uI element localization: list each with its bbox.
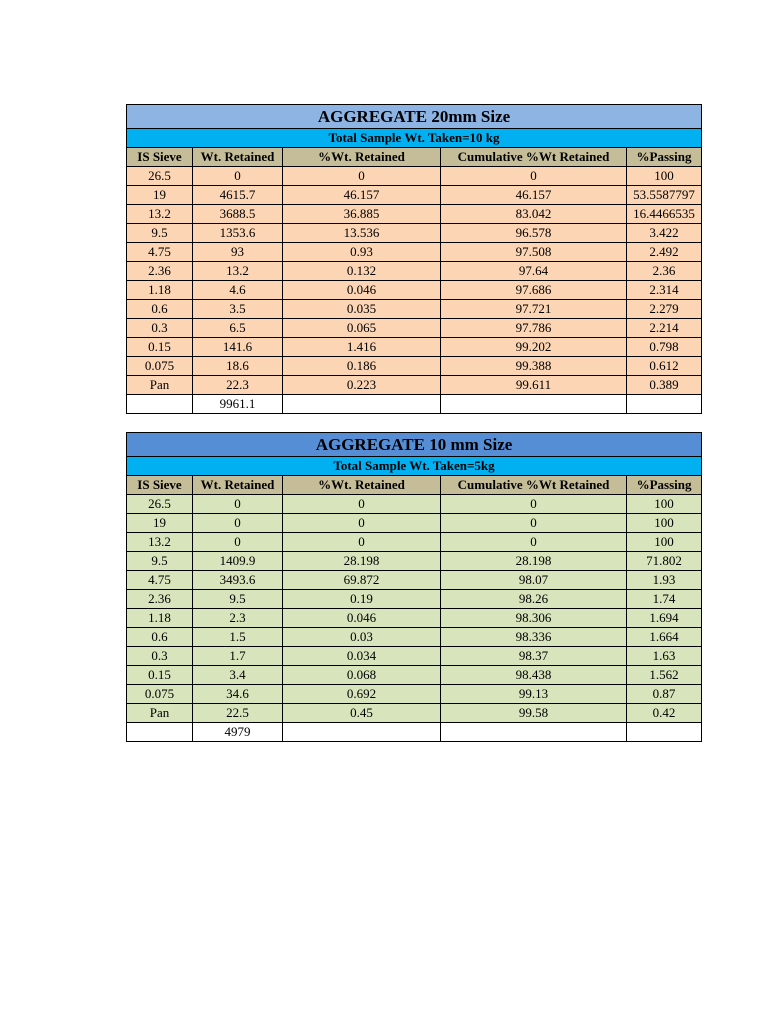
- table-title-row: [127, 105, 702, 129]
- empty-cell: [127, 723, 193, 742]
- cell-pct-wt-retained: 0.93: [283, 243, 441, 262]
- cell-pct-wt-retained: 0.065: [283, 319, 441, 338]
- table-row: [127, 319, 702, 338]
- column-header-wt-retained: Wt. Retained: [193, 476, 283, 495]
- table-row: [127, 666, 702, 685]
- cell-pct-passing: 53.5587797: [627, 186, 702, 205]
- aggregate-10mm-table: [126, 432, 702, 742]
- cell-is-sieve: 4.75: [127, 243, 193, 262]
- table-row: [127, 262, 702, 281]
- cell-wt-retained: 3493.6: [193, 571, 283, 590]
- cell-cumulative-retained: 99.13: [441, 685, 627, 704]
- column-header-pct-wt-retained: %Wt. Retained: [283, 148, 441, 167]
- cell-pct-passing: 2.314: [627, 281, 702, 300]
- cell-pct-passing: 71.802: [627, 552, 702, 571]
- cell-pct-wt-retained: 36.885: [283, 205, 441, 224]
- table-header-row: [127, 476, 702, 495]
- cell-pct-wt-retained: 0.034: [283, 647, 441, 666]
- cell-wt-retained: 3688.5: [193, 205, 283, 224]
- cell-pct-wt-retained: 0.45: [283, 704, 441, 723]
- cell-wt-retained: 4.6: [193, 281, 283, 300]
- cell-cumulative-retained: 97.64: [441, 262, 627, 281]
- cell-pct-passing: 1.74: [627, 590, 702, 609]
- cell-pct-passing: 2.492: [627, 243, 702, 262]
- empty-cell: [283, 395, 441, 414]
- empty-cell: [627, 395, 702, 414]
- table-row: [127, 514, 702, 533]
- cell-pct-passing: 3.422: [627, 224, 702, 243]
- cell-cumulative-retained: 97.508: [441, 243, 627, 262]
- cell-pct-wt-retained: 0.692: [283, 685, 441, 704]
- table-subtitle: Total Sample Wt. Taken=5kg: [127, 457, 702, 476]
- column-header-wt-retained: Wt. Retained: [193, 148, 283, 167]
- cell-cumulative-retained: 28.198: [441, 552, 627, 571]
- cell-is-sieve: 0.6: [127, 300, 193, 319]
- cell-is-sieve: 0.6: [127, 628, 193, 647]
- cell-is-sieve: 19: [127, 186, 193, 205]
- empty-cell: [627, 723, 702, 742]
- cell-pct-wt-retained: 46.157: [283, 186, 441, 205]
- cell-wt-retained: 0: [193, 533, 283, 552]
- cell-wt-retained: 1353.6: [193, 224, 283, 243]
- column-header-cumulative-retained: Cumulative %Wt Retained: [441, 476, 627, 495]
- cell-pct-wt-retained: 0.03: [283, 628, 441, 647]
- cell-cumulative-retained: 99.202: [441, 338, 627, 357]
- cell-pct-wt-retained: 0: [283, 167, 441, 186]
- aggregate-20mm-table: [126, 104, 702, 414]
- aggregate-20mm-table-body: [127, 105, 702, 414]
- cell-pct-wt-retained: 0.035: [283, 300, 441, 319]
- cell-is-sieve: 13.2: [127, 205, 193, 224]
- cell-pct-passing: 0.87: [627, 685, 702, 704]
- table-header-row: [127, 148, 702, 167]
- cell-cumulative-retained: 99.611: [441, 376, 627, 395]
- cell-pct-wt-retained: 69.872: [283, 571, 441, 590]
- cell-cumulative-retained: 98.306: [441, 609, 627, 628]
- table-title: AGGREGATE 10 mm Size: [127, 433, 702, 457]
- table-row: [127, 376, 702, 395]
- table-row: [127, 338, 702, 357]
- cell-pct-wt-retained: 0.046: [283, 609, 441, 628]
- table-row: [127, 205, 702, 224]
- cell-is-sieve: 2.36: [127, 590, 193, 609]
- cell-pct-wt-retained: 0: [283, 533, 441, 552]
- cell-is-sieve: 19: [127, 514, 193, 533]
- cell-wt-retained: 13.2: [193, 262, 283, 281]
- cell-cumulative-retained: 0: [441, 167, 627, 186]
- column-header-pct-passing: %Passing: [627, 476, 702, 495]
- cell-cumulative-retained: 98.07: [441, 571, 627, 590]
- cell-pct-wt-retained: 0.19: [283, 590, 441, 609]
- cell-is-sieve: 0.075: [127, 357, 193, 376]
- cell-cumulative-retained: 98.37: [441, 647, 627, 666]
- cell-cumulative-retained: 83.042: [441, 205, 627, 224]
- empty-cell: [441, 395, 627, 414]
- cell-cumulative-retained: 98.26: [441, 590, 627, 609]
- cell-pct-passing: 0.42: [627, 704, 702, 723]
- empty-cell: [441, 723, 627, 742]
- table-subtitle-row: [127, 129, 702, 148]
- aggregate-10mm-table-body: [127, 433, 702, 742]
- cell-pct-passing: 2.214: [627, 319, 702, 338]
- cell-is-sieve: 0.15: [127, 338, 193, 357]
- cell-is-sieve: Pan: [127, 704, 193, 723]
- cell-wt-retained: 1.5: [193, 628, 283, 647]
- cell-is-sieve: 0.3: [127, 647, 193, 666]
- column-header-pct-passing: %Passing: [627, 148, 702, 167]
- cell-wt-retained: 1409.9: [193, 552, 283, 571]
- cell-pct-wt-retained: 0.068: [283, 666, 441, 685]
- cell-cumulative-retained: 99.58: [441, 704, 627, 723]
- cell-pct-wt-retained: 1.416: [283, 338, 441, 357]
- cell-pct-wt-retained: 0.046: [283, 281, 441, 300]
- cell-wt-retained: 0: [193, 167, 283, 186]
- cell-pct-passing: 100: [627, 514, 702, 533]
- cell-pct-passing: 100: [627, 495, 702, 514]
- table-row: [127, 186, 702, 205]
- cell-is-sieve: 0.15: [127, 666, 193, 685]
- cell-pct-wt-retained: 28.198: [283, 552, 441, 571]
- cell-pct-passing: 2.36: [627, 262, 702, 281]
- cell-is-sieve: 1.18: [127, 609, 193, 628]
- cell-wt-retained: 18.6: [193, 357, 283, 376]
- cell-pct-wt-retained: 0: [283, 514, 441, 533]
- cell-pct-passing: 100: [627, 533, 702, 552]
- cell-cumulative-retained: 0: [441, 533, 627, 552]
- cell-cumulative-retained: 0: [441, 514, 627, 533]
- cell-is-sieve: 0.3: [127, 319, 193, 338]
- cell-is-sieve: 9.5: [127, 552, 193, 571]
- cell-pct-passing: 0.389: [627, 376, 702, 395]
- cell-pct-passing: 0.612: [627, 357, 702, 376]
- column-header-cumulative-retained: Cumulative %Wt Retained: [441, 148, 627, 167]
- column-header-pct-wt-retained: %Wt. Retained: [283, 476, 441, 495]
- cell-is-sieve: Pan: [127, 376, 193, 395]
- cell-wt-retained: 141.6: [193, 338, 283, 357]
- cell-wt-retained: 34.6: [193, 685, 283, 704]
- cell-is-sieve: 26.5: [127, 167, 193, 186]
- cell-cumulative-retained: 0: [441, 495, 627, 514]
- cell-wt-retained: 3.4: [193, 666, 283, 685]
- cell-wt-retained: 93: [193, 243, 283, 262]
- cell-wt-retained: 4615.7: [193, 186, 283, 205]
- table-row: [127, 281, 702, 300]
- table-row: [127, 647, 702, 666]
- cell-pct-passing: 1.93: [627, 571, 702, 590]
- table-title: AGGREGATE 20mm Size: [127, 105, 702, 129]
- empty-cell: [127, 395, 193, 414]
- cell-wt-retained: 0: [193, 495, 283, 514]
- table-row: [127, 167, 702, 186]
- cell-wt-retained: 6.5: [193, 319, 283, 338]
- cell-pct-passing: 1.694: [627, 609, 702, 628]
- cell-wt-retained: 9.5: [193, 590, 283, 609]
- table-total-row: [127, 395, 702, 414]
- table-row: [127, 224, 702, 243]
- cell-cumulative-retained: 46.157: [441, 186, 627, 205]
- cell-is-sieve: 26.5: [127, 495, 193, 514]
- cell-pct-passing: 100: [627, 167, 702, 186]
- table-row: [127, 704, 702, 723]
- cell-is-sieve: 9.5: [127, 224, 193, 243]
- table-total-row: [127, 723, 702, 742]
- table-subtitle-row: [127, 457, 702, 476]
- cell-pct-passing: 1.562: [627, 666, 702, 685]
- cell-is-sieve: 1.18: [127, 281, 193, 300]
- column-header-is-sieve: IS Sieve: [127, 476, 193, 495]
- cell-wt-retained: 3.5: [193, 300, 283, 319]
- cell-pct-wt-retained: 0.186: [283, 357, 441, 376]
- cell-cumulative-retained: 97.786: [441, 319, 627, 338]
- table-row: [127, 571, 702, 590]
- cell-cumulative-retained: 98.438: [441, 666, 627, 685]
- empty-cell: [283, 723, 441, 742]
- cell-pct-wt-retained: 0.132: [283, 262, 441, 281]
- cell-cumulative-retained: 99.388: [441, 357, 627, 376]
- table-row: [127, 628, 702, 647]
- cell-wt-retained: 22.3: [193, 376, 283, 395]
- table-row: [127, 495, 702, 514]
- total-wt-retained: 4979: [193, 723, 283, 742]
- cell-pct-passing: 1.664: [627, 628, 702, 647]
- cell-is-sieve: 4.75: [127, 571, 193, 590]
- table-row: [127, 243, 702, 262]
- cell-wt-retained: 2.3: [193, 609, 283, 628]
- table-title-row: [127, 433, 702, 457]
- cell-pct-wt-retained: 0: [283, 495, 441, 514]
- table-row: [127, 685, 702, 704]
- table-row: [127, 590, 702, 609]
- cell-cumulative-retained: 97.721: [441, 300, 627, 319]
- cell-wt-retained: 0: [193, 514, 283, 533]
- table-row: [127, 357, 702, 376]
- cell-is-sieve: 2.36: [127, 262, 193, 281]
- cell-pct-passing: 0.798: [627, 338, 702, 357]
- cell-cumulative-retained: 97.686: [441, 281, 627, 300]
- table-subtitle: Total Sample Wt. Taken=10 kg: [127, 129, 702, 148]
- cell-wt-retained: 1.7: [193, 647, 283, 666]
- cell-is-sieve: 13.2: [127, 533, 193, 552]
- cell-cumulative-retained: 98.336: [441, 628, 627, 647]
- cell-is-sieve: 0.075: [127, 685, 193, 704]
- cell-pct-passing: 16.4466535: [627, 205, 702, 224]
- cell-wt-retained: 22.5: [193, 704, 283, 723]
- cell-pct-passing: 1.63: [627, 647, 702, 666]
- table-row: [127, 552, 702, 571]
- cell-pct-wt-retained: 13.536: [283, 224, 441, 243]
- cell-cumulative-retained: 96.578: [441, 224, 627, 243]
- column-header-is-sieve: IS Sieve: [127, 148, 193, 167]
- cell-pct-passing: 2.279: [627, 300, 702, 319]
- table-row: [127, 300, 702, 319]
- table-row: [127, 533, 702, 552]
- total-wt-retained: 9961.1: [193, 395, 283, 414]
- table-row: [127, 609, 702, 628]
- cell-pct-wt-retained: 0.223: [283, 376, 441, 395]
